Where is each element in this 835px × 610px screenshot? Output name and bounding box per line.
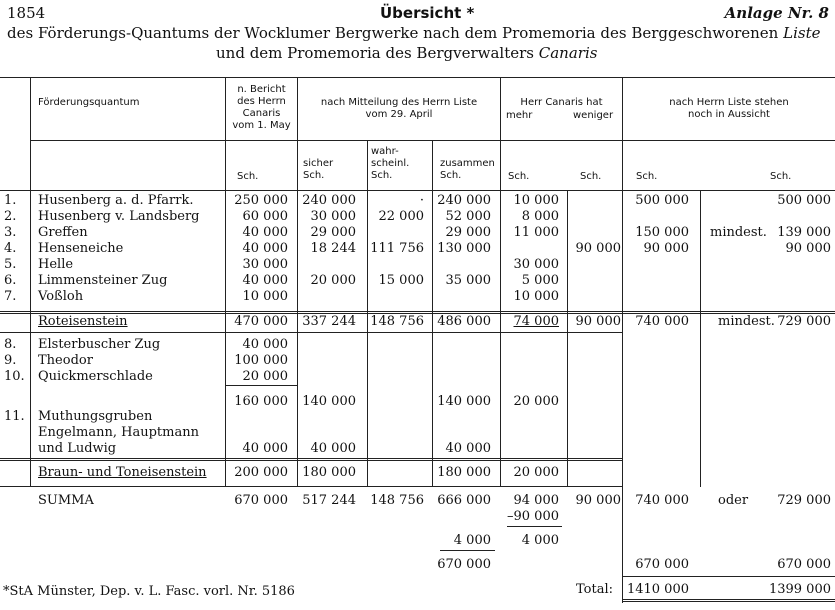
cell-wahrsch: 148 756 [370,314,424,329]
subtitle-text: und dem Promemoria des Bergverwalters [216,44,539,62]
cell-bericht: 40 000 [242,441,288,456]
cell-zusammen: 4 000 [453,533,491,548]
cell-zusammen: 240 000 [437,193,491,208]
header-foerderung: Förderungsquantum [38,97,140,108]
table-row-11-cont [0,425,835,441]
row-name: Engelmann, Hauptmann [38,425,199,440]
cell-aussicht-1: 670 000 [635,557,689,572]
total-label: Total: [576,582,614,597]
row-number: 11. [4,409,25,424]
cell-sicher: 240 000 [302,193,356,208]
cell-zusammen: 52 000 [445,209,491,224]
cell-zusammen: 35 000 [445,273,491,288]
header-text: Sch. [303,170,325,181]
cell-bericht: 30 000 [242,257,288,272]
cell-mehr: 20 000 [513,465,559,480]
cell-mehr: 5 000 [521,273,559,288]
table-row [0,337,835,353]
subtotal-rule [0,458,623,459]
cell-zusammen: 486 000 [437,314,491,329]
cell-aussicht-2: 670 000 [777,557,831,572]
header-mehr: mehr [506,110,533,121]
cell-aussicht-2: 139 000 [777,225,831,240]
cell-weniger: 90 000 [575,314,621,329]
cell-sicher: 20 000 [310,273,356,288]
cell-aussicht-1: 1410 000 [626,582,689,597]
cell-zusammen: 130 000 [437,241,491,256]
header-mitteilung [298,97,500,121]
cell-sicher: 337 244 [302,314,356,329]
cell-bericht: 160 000 [234,394,288,409]
cell-aussicht-1: 740 000 [635,314,689,329]
table-row [0,193,835,209]
subtotal-rule [0,460,623,461]
cell-aussicht-2: 729 000 [777,493,831,508]
cell-zusammen: 40 000 [445,441,491,456]
table-row-summa [0,493,835,509]
cell-sicher: 140 000 [302,394,356,409]
header-text: des Herrn [237,96,286,107]
table-row-final [0,557,835,573]
total-rule [623,576,835,577]
table-row-minus [0,509,835,525]
cell-mehr: 10 000 [513,193,559,208]
table-row-braun [0,465,835,481]
header-text: Canaris [242,108,281,119]
cell-sicher: 40 000 [310,441,356,456]
cell-mehr: 74 000 [513,314,559,329]
unit-label: Sch. [237,171,259,182]
annex-label: Anlage Nr. 8 [724,4,829,22]
subtitle-name: Canaris [538,44,598,62]
header-text: Sch. [371,170,393,181]
row-number: 9. [4,353,17,368]
cell-wahrsch: · [419,193,424,208]
row-number: 3. [4,225,17,240]
cell-sicher: 30 000 [310,209,356,224]
cell-bericht: 200 000 [234,465,288,480]
cell-bericht: 60 000 [242,209,288,224]
year: 1854 [7,4,46,22]
table-row [0,225,835,241]
header-text: noch in Aussicht [688,109,770,120]
row-name: Husenberg a. d. Pfarrk. [38,193,194,208]
table-row [0,273,835,289]
table-row-11 [0,409,835,425]
cell-aussicht-mid: mindest. [718,314,775,329]
total-rule [623,601,835,602]
cell-mehr: 8 000 [521,209,559,224]
cell-mehr: 10 000 [513,289,559,304]
table-top-rule [0,77,835,78]
subtotal-rule [0,486,623,487]
row-name: Henseneiche [38,241,124,256]
cell-sicher: 18 244 [310,241,356,256]
cell-aussicht-1: 500 000 [635,193,689,208]
table-row-roteisen [0,314,835,330]
table-row [0,369,835,385]
row-number: 8. [4,337,17,352]
header-bericht [226,84,297,132]
cell-aussicht-mid: mindest. [710,225,767,240]
subtitle-name: Liste [783,24,821,42]
cell-bericht: 100 000 [234,353,288,368]
row-name: Braun- und Toneisenstein [38,465,207,480]
subtitle-line-1 [7,24,821,42]
cell-wahrsch: 15 000 [378,273,424,288]
row-number: 6. [4,273,17,288]
unit-label: Sch. [580,171,602,182]
header-text: Sch. [440,170,462,181]
header-wahrsch [371,146,409,182]
row-name: Limmensteiner Zug [38,273,168,288]
subtotal-rule [0,332,623,333]
header-bottom-rule [0,190,835,191]
row-name: SUMMA [38,493,94,508]
cell-weniger: 90 000 [575,493,621,508]
header-text: vom 29. April [365,109,433,120]
sum-rule [507,526,562,527]
row-number: 7. [4,289,17,304]
table-row-subtotal-2 [0,394,835,410]
cell-aussicht-1: 150 000 [635,225,689,240]
table-row-11-cont [0,441,835,457]
row-number: 5. [4,257,17,272]
cell-aussicht-2: 729 000 [777,314,831,329]
header-text: vom 1. May [232,120,291,131]
row-name: und Ludwig [38,441,117,456]
page-title: Übersicht * [380,4,475,22]
cell-mehr: –90 000 [507,509,559,524]
subtitle-line-2 [216,44,597,62]
header-text: wahr- [371,146,399,157]
subtitle-text: des Förderungs-Quantums der Wocklumer Bergwerke nach dem Promemoria des Berggeschworenen [7,24,784,42]
header-text: n. Bericht [237,84,286,95]
header-zusammen [440,158,495,182]
row-name: Helle [38,257,74,272]
cell-zusammen: 670 000 [437,557,491,572]
table-row [0,209,835,225]
row-name: Greffen [38,225,88,240]
cell-sicher: 180 000 [302,465,356,480]
row-name: Muthungsgruben [38,409,153,424]
sum-rule [440,550,495,551]
cell-mehr: 4 000 [521,533,559,548]
row-name: Voßloh [38,289,84,304]
cell-wahrsch: 111 756 [370,241,424,256]
cell-bericht: 10 000 [242,289,288,304]
header-text: scheinl. [371,158,410,169]
cell-aussicht-2: 1399 000 [768,582,831,597]
cell-zusammen: 140 000 [437,394,491,409]
table-row [0,353,835,369]
cell-bericht: 40 000 [242,225,288,240]
table-row [0,289,835,305]
row-name: Theodor [38,353,93,368]
cell-wahrsch: 22 000 [378,209,424,224]
header-aussicht [623,97,835,121]
cell-mehr: 20 000 [513,394,559,409]
total-rule [623,599,835,600]
cell-bericht: 40 000 [242,241,288,256]
row-name: Roteisenstein [38,314,128,329]
cell-sicher: 517 244 [302,493,356,508]
subtotal-rule [0,311,835,312]
bericht-sum-rule [226,385,297,386]
unit-label: Sch. [636,171,658,182]
table-row-diff [0,533,835,549]
table-row [0,241,835,257]
row-name: Husenberg v. Landsberg [38,209,200,224]
unit-label: Sch. [508,171,530,182]
cell-wahrsch: 148 756 [370,493,424,508]
header-sicher [303,158,333,182]
cell-bericht: 40 000 [242,337,288,352]
row-number: 2. [4,209,17,224]
cell-zusammen: 29 000 [445,225,491,240]
row-number: 4. [4,241,17,256]
cell-aussicht-1: 90 000 [643,241,689,256]
cell-bericht: 670 000 [234,493,288,508]
cell-weniger: 90 000 [575,241,621,256]
cell-aussicht-1: 740 000 [635,493,689,508]
cell-mehr: 94 000 [513,493,559,508]
cell-zusammen: 666 000 [437,493,491,508]
cell-aussicht-2: 90 000 [785,241,831,256]
header-text: zusammen [440,158,495,169]
cell-bericht: 250 000 [234,193,288,208]
header-text: nach Mitteilung des Herrn Liste [320,97,478,108]
header-text: sicher [303,158,334,169]
cell-aussicht-2: 500 000 [777,193,831,208]
table-row [0,257,835,273]
cell-mehr: 30 000 [513,257,559,272]
header-text: nach Herrn Liste stehen [669,97,789,108]
cell-mehr: 11 000 [513,225,559,240]
cell-zusammen: 180 000 [437,465,491,480]
cell-aussicht-mid: oder [718,493,749,508]
cell-bericht: 470 000 [234,314,288,329]
cell-bericht: 40 000 [242,273,288,288]
cell-bericht: 20 000 [242,369,288,384]
row-name: Quickmerschlade [38,369,153,384]
unit-label: Sch. [770,171,792,182]
cell-sicher: 29 000 [310,225,356,240]
row-name: Elsterbuscher Zug [38,337,161,352]
row-number: 10. [4,369,25,384]
row-number: 1. [4,193,17,208]
footnote: *StA Münster, Dep. v. L. Fasc. vorl. Nr. 5186 [3,584,295,599]
header-weniger: weniger [573,110,614,121]
header-canaris: Herr Canaris hat [520,97,603,108]
